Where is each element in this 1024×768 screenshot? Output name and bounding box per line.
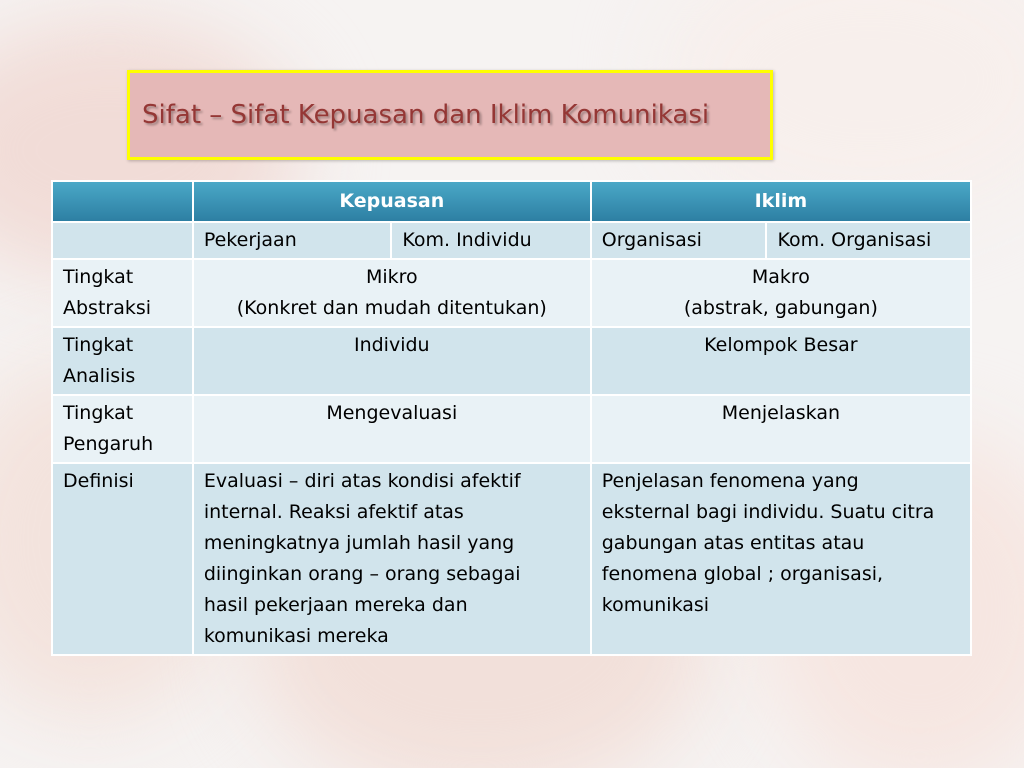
- definition-line: eksternal bagi individu. Suatu citra: [601, 501, 935, 523]
- definition-line: komunikasi mereka: [203, 625, 389, 647]
- definition-line: Evaluasi – diri atas kondisi afektif: [203, 470, 521, 492]
- row-label: Definisi: [52, 463, 193, 655]
- cell-line: (Konkret dan mudah ditentukan): [236, 297, 547, 319]
- table-row: [52, 327, 971, 395]
- iklim-definition-cell: [591, 463, 971, 655]
- table-row: [52, 463, 971, 655]
- row-label: [52, 327, 193, 395]
- header-kepuasan: Kepuasan: [193, 181, 591, 222]
- row-label-line: Tingkat: [63, 402, 134, 424]
- definition-line: internal. Reaksi afektif atas: [203, 501, 464, 523]
- row-label: [52, 259, 193, 327]
- definition-line: hasil pekerjaan mereka dan: [203, 594, 468, 616]
- comparison-table: [51, 180, 972, 656]
- table-row: [52, 395, 971, 463]
- header-iklim: Iklim: [591, 181, 971, 222]
- subheader-pekerjaan: Pekerjaan: [193, 222, 392, 259]
- kepuasan-cell: Individu: [193, 327, 591, 395]
- definition-line: gabungan atas entitas atau: [601, 532, 865, 554]
- table-row: [52, 259, 971, 327]
- iklim-cell: Menjelaskan: [591, 395, 971, 463]
- iklim-cell: Kelompok Besar: [591, 327, 971, 395]
- row-label-line: Abstraksi: [63, 297, 152, 319]
- definition-line: Penjelasan fenomena yang: [601, 470, 859, 492]
- row-label-line: Tingkat: [63, 334, 134, 356]
- table-header-row: [52, 181, 971, 222]
- row-label-line: Analisis: [63, 365, 136, 387]
- kepuasan-cell: [193, 259, 591, 327]
- slide-title: Sifat – Sifat Kepuasan dan Iklim Komunikasi: [142, 100, 710, 130]
- definition-line: meningkatnya jumlah hasil yang: [203, 532, 515, 554]
- subheader-organisasi: Organisasi: [591, 222, 767, 259]
- subheader-kom-organisasi: Kom. Organisasi: [766, 222, 971, 259]
- row-label-line: Tingkat: [63, 266, 134, 288]
- cell-line: Mikro: [365, 266, 418, 288]
- subheader-kom-individu: Kom. Individu: [391, 222, 590, 259]
- definition-line: diinginkan orang – orang sebagai: [203, 563, 521, 585]
- subheader-blank-cell: [52, 222, 193, 259]
- iklim-cell: [591, 259, 971, 327]
- kepuasan-cell: Mengevaluasi: [193, 395, 591, 463]
- row-label-line: Pengaruh: [63, 433, 154, 455]
- definition-line: komunikasi: [601, 594, 710, 616]
- kepuasan-definition-cell: [193, 463, 591, 655]
- cell-line: Makro: [751, 266, 810, 288]
- title-box: [127, 70, 773, 160]
- definition-line: fenomena global ; organisasi,: [601, 563, 884, 585]
- cell-line: (abstrak, gabungan): [683, 297, 878, 319]
- row-label: [52, 395, 193, 463]
- table-subheader-row: [52, 222, 971, 259]
- header-blank-cell: [52, 181, 193, 222]
